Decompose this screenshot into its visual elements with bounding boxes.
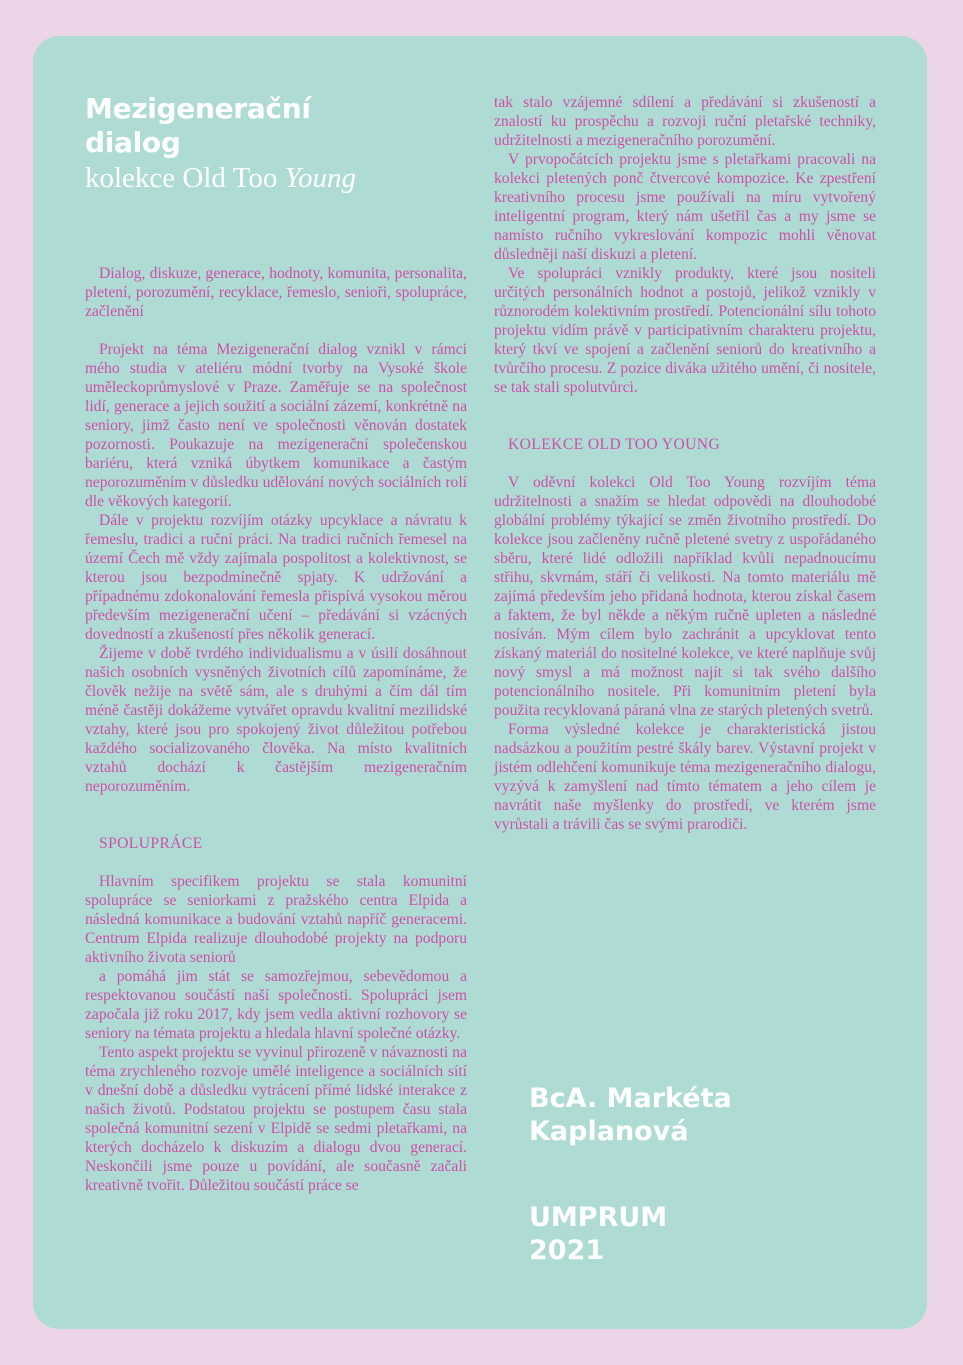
body-paragraph: V prvopočátcích projektu jsme s pletařkami pracovali na kolekci pletených ponč čtvercové kompozice. Ke zpestření kreativního procesu jsme používali na míru vytvořený inteligentní program, který nám ušetřil čas a my jsme se namísto ručního vykreslování kompozic mohli věnovat důsledněji naší diskuzi a pletení. (494, 151, 876, 263)
page-subtitle (85, 161, 356, 195)
body-paragraph: Tento aspekt projektu se vyvinul přirozeně v návaznosti na téma zrychleného rozvoje umělé inteligence a sociálních sítí v dnešní době a důsledku vytrácení přímé lidské interakce z našich životů. Podstatou projektu se postupem času stala společná komunitní sezení v Elpidě se sedmi pletařkami, na kterých docházelo k diskuzím a dialogu dvou generací. Neskončili jsme pouze u povídání, ale současně začali kreativně tvořit. Důležitou součástí práce se (85, 1044, 467, 1194)
left-column (85, 264, 467, 1195)
title-line-2: dialog (85, 126, 181, 159)
body-paragraph: a pomáhá jim stát se samozřejmou, sebevědomou a respektovanou součástí naší společnosti. Spolupráci jsem započala již roku 2017, kdy jsem vedla aktivní rozhovory se seniory na témata projektu a hledala hlavní společné otázky. (85, 968, 467, 1042)
school-and-year (529, 1201, 667, 1267)
author-line-2: Kaplanová (529, 1116, 689, 1147)
title-line-1: Mezigenerační (85, 92, 311, 125)
author-line-1: BcA. Markéta (529, 1083, 732, 1114)
subtitle-italic: Young (284, 162, 357, 194)
body-paragraph: Dále v projektu rozvíjím otázky upcyklace a návratu k řemeslu, tradici a ruční práci. Na tradici ručních řemesel na území Čech mě vždy zajímala pospolitost a kolektivnost, se kterou jsou bezpodmínečně spjaty. K udržování a případnému zdokonalování řemesla přispívá vysokou měrou především mezigenerační učení – předávání si vzácných dovedností a zkušeností přes několik generací. (85, 512, 467, 643)
year: 2021 (529, 1235, 605, 1266)
body-paragraph: Žijeme v době tvrdého individualismu a v úsilí dosáhnout našich osobních vysněných životních cílů zapomínáme, že člověk nežije na světě sám, ale s druhými a čím dál tím méně častěji dokážeme vytvářet opravdu kvalitní mezilidské vztahy, které jsou pro spokojený život důležitou potřebou každého socializovaného člověka. Na místo kvalitních vztahů dochází k častějším mezigeneračním neporozuměním. (85, 645, 467, 795)
page-title (85, 92, 311, 160)
section-heading-spoluprace: SPOLUPRÁCE (99, 835, 203, 852)
body-paragraph: Hlavním specifikem projektu se stala komunitní spolupráce se seniorkami z pražského centra Elpida a následná komunikace a budování vztahů napříč generacemi. Centrum Elpida realizuje dlouhodobé projekty na podporu aktivního života seniorů (85, 873, 467, 966)
body-paragraph: Forma výsledné kolekce je charakteristická jistou nadsázkou a použitím pestré škály barev. Výstavní projekt v jistém odlehčení komunikuje téma mezigeneračního dialogu, vyzývá k zamyšlení nad tímto tématem a jeho cílem je navrátit naše myšlenky do prostředí, ve kterém jsme vyrůstali a trávili čas se svými prarodiči. (494, 721, 876, 833)
body-paragraph: Ve spolupráci vznikly produkty, které jsou nositeli určitých personálních hodnot a postojů, jelikož vznikly v různorodém kolektivním prostředí. Potencionální sílu tohoto projektu vidím právě v participativním charakteru projektu, který tkví ve spojení a začlenění seniorů do kreativního a tvůrčího procesu. Z pozice diváka užitého umění, či nositele, se tak stali spolutvůrci. (494, 265, 876, 396)
section-heading-kolekce: KOLEKCE OLD TOO YOUNG (508, 436, 721, 453)
author-name (529, 1082, 732, 1148)
right-column (494, 93, 876, 834)
subtitle-prefix: kolekce Old Too (85, 162, 278, 194)
school-name: UMPRUM (529, 1202, 668, 1233)
body-paragraph: tak stalo vzájemné sdílení a předávání si zkušeností a znalostí ku prospěchu a rozvoji ruční pletařské techniky, udržitelnosti a mezigeneračního porozumění. (494, 94, 876, 149)
keywords-paragraph: Dialog, diskuze, generace, hodnoty, komunita, personalita, pletení, porozumění, recyklace, řemeslo, senioři, spolupráce, začlenění (85, 265, 467, 320)
body-paragraph: V oděvní kolekci Old Too Young rozvíjím téma udržitelnosti a snažím se hledat odpovědi na dlouhodobé globální problémy týkající se změn životního prostředí. Do kolekce jsou začleněny ručně pletené svetry z uspořádaného sběru, které lidé odložili například kvůli nepadnoucímu střihu, skvrnám, stáří či velikosti. Na tomto materiálu mě zajímá především jeho přidaná hodnota, kterou získal časem a faktem, že byl někde a někým ručně upleten a následné nosíván. Mým cílem bylo zachránit a upcyklovat tento získaný materiál do nositelné kolekce, ve které naplňuje svůj nový smysl a má možnost najít si tak svého dalšího potencionálního nositele. Při komunitním pletení byla použita recyklovaná páraná vlna ze starých pletených svetrů. (494, 474, 876, 719)
body-paragraph: Projekt na téma Mezigenerační dialog vznikl v rámci mého studia v ateliéru módní tvorby na Vysoké škole uměleckoprůmyslové v Praze. Zaměřuje se na společnost lidí, generace a jejich soužití a sociální zázemí, konkrétně na seniory, jimž často není ve společnosti věnován dostatek pozornosti. Poukazuje na mezigenerační společenskou bariéru, která vzniká úbytkem komunikace a častým neporozuměním v důsledku udělování nových sociálních rolí dle věkových kategorií. (85, 341, 467, 510)
